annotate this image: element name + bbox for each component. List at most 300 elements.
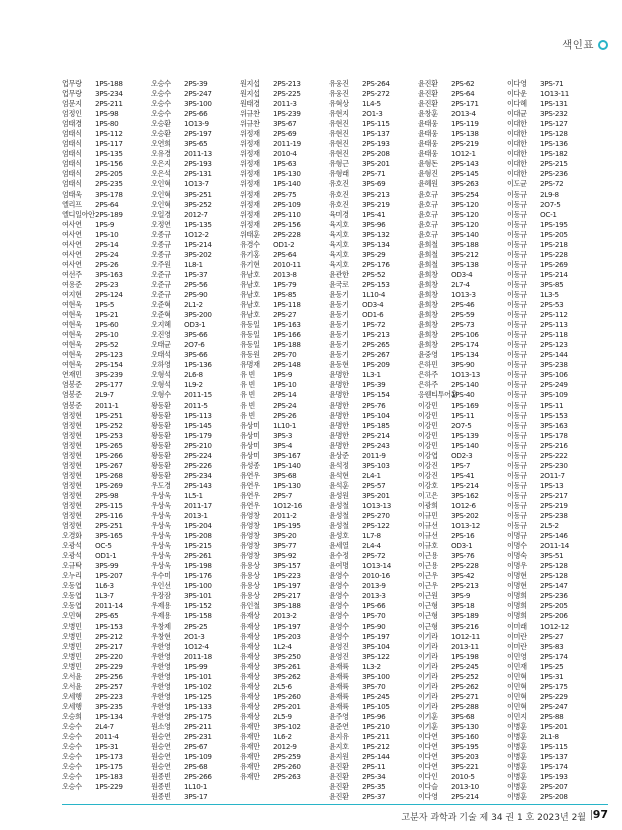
presentation-code: 2PS-228 (451, 561, 479, 571)
author-name: 이근형 (418, 621, 438, 631)
author-name: 이근우 (418, 571, 438, 581)
presentation-code: 2PS-123 (540, 340, 568, 350)
presentation-code: 1PS-213 (362, 330, 390, 340)
presentation-code: 1PS-140 (273, 460, 301, 470)
index-entry (418, 662, 507, 672)
presentation-code: 2PS-257 (95, 681, 123, 691)
presentation-code: 1PS-100 (184, 581, 212, 591)
presentation-code: 2PS-39 (184, 79, 208, 88)
author-name: 업무랑 (62, 79, 82, 88)
index-entry (240, 712, 329, 722)
presentation-code: 3PS-103 (362, 460, 390, 470)
author-name: 유용상 (240, 591, 260, 601)
presentation-code: 3PS-85 (540, 279, 564, 289)
index-entry (240, 350, 329, 360)
presentation-code: 1PS-131 (540, 99, 568, 109)
presentation-code: 2O7-5 (540, 199, 561, 209)
presentation-code: 3PS-252 (184, 199, 212, 209)
index-entry (151, 79, 240, 89)
presentation-code: 1PS-153 (95, 621, 123, 631)
author-name: 염정현 (62, 511, 82, 521)
presentation-code: 2PS-69 (273, 129, 297, 139)
author-name: 이기라 (418, 701, 438, 711)
presentation-code: 2PS-247 (184, 89, 212, 99)
presentation-code: 1PS-115 (540, 742, 568, 752)
presentation-code: 3PS-42 (451, 571, 475, 581)
author-name: 유남호 (240, 300, 260, 310)
index-entry (240, 742, 329, 752)
presentation-code: 1PS-133 (184, 701, 212, 711)
presentation-code: 2PS-88 (540, 711, 564, 721)
author-name: 윤영진 (329, 651, 349, 661)
presentation-code: 2PS-14 (273, 390, 297, 400)
author-name: 윤호규 (418, 219, 438, 229)
author-name: 여현욱 (62, 350, 82, 360)
presentation-code: 3PS-76 (451, 551, 475, 561)
author-name: 윤여명 (329, 561, 349, 571)
author-name: 여사연 (62, 249, 82, 259)
presentation-code: 1PS-96 (362, 711, 386, 721)
author-name: 원지섭 (240, 89, 260, 99)
index-entry (62, 360, 151, 370)
presentation-code: 2010-16 (362, 571, 390, 581)
index-entry (62, 581, 151, 591)
index-entry (240, 200, 329, 210)
presentation-code: OD3-4 (362, 300, 384, 310)
author-name: 이병훈 (507, 772, 527, 782)
presentation-code: 1PS-5 (95, 300, 115, 310)
index-entry (507, 652, 596, 662)
presentation-code: 3PS-77 (273, 541, 297, 551)
presentation-code: 2PS-156 (273, 219, 301, 229)
index-entry (62, 390, 151, 400)
presentation-code: 1PS-198 (184, 561, 212, 571)
index-entry (329, 722, 418, 732)
index-entry (507, 411, 596, 421)
author-name: 윤진환 (418, 99, 438, 109)
index-entry (329, 611, 418, 621)
index-entry (151, 672, 240, 682)
index-entry (151, 230, 240, 240)
index-entry (329, 541, 418, 551)
presentation-code: 1L8-1 (184, 259, 203, 269)
index-entry (329, 622, 418, 632)
presentation-code: 2PS-210 (184, 440, 212, 450)
author-name: 이동규 (507, 440, 527, 450)
index-entry (507, 541, 596, 551)
index-entry (418, 541, 507, 551)
presentation-code: 2013-11 (451, 641, 479, 651)
author-name: 이명희 (507, 601, 527, 611)
author-name: 유호진 (329, 189, 349, 199)
author-name: 윤동기 (329, 310, 349, 320)
presentation-code: 3PS-67 (273, 119, 297, 129)
index-entry (151, 270, 240, 280)
index-entry (418, 471, 507, 481)
author-name: 우창제 (151, 621, 171, 631)
presentation-code: 2PS-11 (362, 762, 386, 772)
index-entry (418, 521, 507, 531)
presentation-code: 2PS-267 (362, 350, 390, 360)
author-name: 이민혁 (507, 701, 527, 711)
author-name: 유재상 (240, 681, 260, 691)
presentation-code: 2PS-223 (95, 691, 123, 701)
index-entry (62, 461, 151, 471)
index-entry (329, 330, 418, 340)
index-entry (151, 451, 240, 461)
presentation-code: 2PS-112 (540, 310, 568, 320)
index-entry (329, 190, 418, 200)
presentation-code: 1L3-1 (362, 370, 381, 380)
index-entry (62, 280, 151, 290)
author-name: 우한영 (151, 711, 171, 721)
presentation-code: 3PS-66 (184, 330, 208, 340)
presentation-code: 1PS-195 (273, 521, 301, 531)
author-name: 우인선 (151, 581, 171, 591)
presentation-code: 1PS-260 (273, 691, 301, 701)
author-name: 이동규 (507, 460, 527, 470)
author-name: 윤희철 (418, 239, 438, 249)
index-entry (151, 521, 240, 531)
index-entry (240, 702, 329, 712)
author-name: 위정재 (240, 189, 260, 199)
index-entry (507, 491, 596, 501)
index-entry (62, 109, 151, 119)
presentation-code: 1PS-85 (273, 289, 297, 299)
author-name: 오인혁 (151, 179, 171, 189)
author-name: 이기훈 (418, 722, 438, 731)
index-entry (418, 551, 507, 561)
presentation-code: 2PS-171 (451, 99, 479, 109)
index-entry (240, 330, 329, 340)
author-name: 이다혜 (507, 99, 527, 109)
index-entry (418, 330, 507, 340)
presentation-code: 1L5-1 (184, 490, 203, 500)
author-name: 위정재 (240, 159, 260, 169)
author-name: 이다슬 (418, 782, 438, 792)
presentation-code: 1PS-101 (184, 671, 212, 681)
presentation-code: 1PS-105 (362, 701, 390, 711)
index-entry (418, 722, 507, 732)
author-name: 이기라 (418, 631, 438, 641)
presentation-code: 3PS-188 (451, 239, 479, 249)
presentation-code: 3PS-101 (184, 591, 212, 601)
index-entry (62, 561, 151, 571)
presentation-code: 1PS-41 (451, 470, 475, 480)
author-name: 윤명한 (329, 410, 349, 420)
page-number: 97 (592, 808, 608, 821)
presentation-code: 2PS-7 (273, 490, 293, 500)
index-entry (507, 99, 596, 109)
author-name: 위정재 (240, 129, 260, 139)
author-name: 오승수 (62, 772, 82, 782)
presentation-code: 2PS-205 (95, 169, 123, 179)
presentation-code: 2PS-52 (95, 340, 119, 350)
index-column (329, 79, 418, 802)
index-entry (151, 280, 240, 290)
presentation-code: 2PS-205 (540, 601, 568, 611)
index-entry (418, 260, 507, 270)
presentation-code: 2PS-67 (184, 742, 208, 752)
author-name: 엄태식 (62, 149, 82, 159)
author-name: 윤동기 (329, 350, 349, 360)
author-name: 유재상 (240, 651, 260, 661)
author-name: 이동규 (507, 420, 527, 430)
author-name: 유연우 (240, 490, 260, 500)
presentation-code: OD1-1 (95, 551, 117, 561)
presentation-code: 3PS-200 (184, 310, 212, 320)
author-name: 위태훈 (240, 229, 260, 239)
author-name: 엄태식 (62, 159, 82, 169)
index-entry (151, 109, 240, 119)
index-entry (151, 300, 240, 310)
author-name: 윤희창 (418, 340, 438, 350)
presentation-code: 1PS-125 (184, 691, 212, 701)
index-entry (507, 441, 596, 451)
presentation-code: 1PS-212 (362, 742, 390, 752)
author-name: 오광석 (62, 541, 82, 551)
presentation-code: 2PS-206 (540, 611, 568, 621)
index-entry (418, 179, 507, 189)
author-name: 여지현 (62, 289, 82, 299)
index-entry (418, 692, 507, 702)
author-name: 오승수 (62, 732, 82, 742)
index-entry (240, 762, 329, 772)
presentation-code: 1PS-193 (540, 772, 568, 782)
author-name: 오하영 (151, 360, 171, 370)
index-entry (240, 491, 329, 501)
index-entry (418, 601, 507, 611)
index-entry (418, 591, 507, 601)
author-name: 오승수 (62, 722, 82, 731)
author-name: 윤희창 (418, 289, 438, 299)
presentation-code: 1PS-215 (184, 541, 212, 551)
index-column (507, 79, 596, 802)
author-name: 유영창 (240, 511, 260, 521)
index-entry (62, 772, 151, 782)
presentation-code: 1PS-188 (273, 340, 301, 350)
author-name: 이대한 (507, 139, 527, 149)
presentation-code: 2O7-5 (451, 420, 472, 430)
index-entry (418, 270, 507, 280)
author-name: 유호진 (329, 199, 349, 209)
index-entry (507, 300, 596, 310)
author-name: 오민혁 (62, 611, 82, 621)
presentation-code: 2PS-70 (273, 350, 297, 360)
author-name: 연재민 (62, 370, 82, 380)
author-name: 유용상 (240, 571, 260, 581)
author-name: 위정재 (240, 179, 260, 189)
presentation-code: 2PS-106 (451, 330, 479, 340)
author-name: 유혁상 (329, 99, 349, 109)
presentation-code: 1O12-6 (451, 500, 476, 510)
index-entry (240, 119, 329, 129)
index-entry (329, 752, 418, 762)
author-name: 이민혁 (507, 671, 527, 681)
presentation-code: 2PS-226 (184, 460, 212, 470)
author-name: 오승수 (62, 742, 82, 752)
presentation-code: OC-1 (540, 209, 557, 219)
presentation-code: 3PS-104 (362, 641, 390, 651)
presentation-code: 3PS-216 (451, 621, 479, 631)
presentation-code: 1PS-9 (273, 370, 293, 380)
presentation-code: 2011-3 (273, 99, 297, 109)
author-name: 오병민 (62, 621, 82, 631)
presentation-code: 1PS-11 (451, 410, 475, 420)
presentation-code: 1PS-98 (95, 109, 119, 119)
presentation-code: 3PS-66 (184, 350, 208, 360)
author-name: 이강엽 (418, 450, 438, 460)
presentation-code: 2PS-215 (540, 159, 568, 169)
presentation-code: 2PS-247 (540, 701, 568, 711)
author-name: 이근용 (418, 561, 438, 571)
author-name: 이규호 (418, 541, 438, 551)
index-entry (62, 401, 151, 411)
index-entry (507, 139, 596, 149)
author-name: 이대균 (507, 109, 527, 119)
presentation-code: 1PS-99 (184, 661, 208, 671)
author-name: 육지호 (329, 229, 349, 239)
author-name: 오종규 (151, 249, 171, 259)
index-entry (329, 411, 418, 421)
presentation-code: 1PS-112 (95, 129, 123, 139)
index-entry (240, 732, 329, 742)
author-name: 유재만 (240, 772, 260, 782)
author-name: 은하민 (418, 360, 438, 370)
author-name: 이대한 (507, 119, 527, 129)
index-entry (151, 179, 240, 189)
author-name: 왕동환 (151, 440, 171, 450)
presentation-code: 1PS-251 (95, 410, 123, 420)
presentation-code: 1PS-185 (362, 420, 390, 430)
presentation-code: 1PS-130 (273, 169, 301, 179)
presentation-code: 3PS-202 (184, 249, 212, 259)
presentation-code: 1PS-152 (184, 601, 212, 611)
index-entry (418, 220, 507, 230)
presentation-code: 2PS-224 (184, 450, 212, 460)
presentation-code: 1L3-7 (95, 591, 114, 601)
author-name: 오누리 (62, 571, 82, 581)
presentation-code: 2PS-262 (451, 681, 479, 691)
presentation-code: 1PS-156 (95, 159, 123, 169)
presentation-code: 3PS-120 (451, 199, 479, 209)
index-entry (507, 451, 596, 461)
presentation-code: 2PS-75 (273, 189, 297, 199)
presentation-code: 2PS-229 (95, 661, 123, 671)
index-entry (418, 461, 507, 471)
index-entry (62, 310, 151, 320)
index-entry (507, 340, 596, 350)
index-entry (329, 451, 418, 461)
presentation-code: 2PS-197 (184, 129, 212, 139)
presentation-code: 2PS-128 (540, 561, 568, 571)
author-name: 염정현 (62, 500, 82, 510)
author-name: 여사연 (62, 259, 82, 269)
presentation-code: 2L4-7 (95, 722, 114, 731)
author-name: 이동규 (507, 249, 527, 259)
author-name: 왕동환 (151, 420, 171, 430)
presentation-code: 1PS-197 (362, 631, 390, 641)
index-entry (329, 119, 418, 129)
presentation-code: 2PS-214 (451, 792, 479, 802)
index-entry (62, 119, 151, 129)
presentation-code: 3PS-90 (451, 360, 475, 370)
author-name: 유현진 (329, 119, 349, 129)
index-entry (240, 601, 329, 611)
author-name: 윤준연 (329, 722, 349, 731)
index-entry (418, 531, 507, 541)
presentation-code: 2PS-53 (540, 300, 564, 310)
presentation-code: 2PS-154 (95, 360, 123, 370)
presentation-code: 2L5-6 (273, 681, 292, 691)
presentation-code: 2PS-24 (273, 400, 297, 410)
presentation-code: 1PS-228 (540, 249, 568, 259)
author-name: 우장잠 (151, 591, 171, 601)
index-entry (507, 431, 596, 441)
author-name: 이대한 (507, 129, 527, 139)
author-name: 유재상 (240, 621, 260, 631)
author-name: 엘리프 (62, 199, 82, 209)
index-entry (240, 149, 329, 159)
index-entry (507, 561, 596, 571)
author-name: 유 빈 (240, 400, 255, 410)
author-name: 이다연 (418, 732, 438, 742)
index-entry (240, 551, 329, 561)
author-name: 이미래 (507, 621, 527, 631)
presentation-code: 1PS-175 (95, 762, 123, 772)
presentation-code: 2PS-76 (362, 400, 386, 410)
author-name: 윤희창 (418, 300, 438, 310)
presentation-code: 2PS-259 (273, 752, 301, 762)
index-entry (62, 622, 151, 632)
author-name: 이근용 (418, 551, 438, 561)
author-name: 업무랑 (62, 89, 82, 99)
author-name: 이병훈 (507, 722, 527, 731)
author-name: 엄태경 (62, 119, 82, 129)
presentation-code: 2PS-271 (451, 691, 479, 701)
index-entry (329, 129, 418, 139)
author-name: 윤명한 (329, 440, 349, 450)
index-entry (62, 511, 151, 521)
index-entry (62, 481, 151, 491)
index-entry (507, 471, 596, 481)
presentation-code: 1PS-214 (451, 480, 479, 490)
presentation-code: 2PS-217 (540, 490, 568, 500)
index-entry (418, 340, 507, 350)
presentation-code: 1PS-169 (451, 400, 479, 410)
author-name: 왕동환 (151, 470, 171, 480)
author-name: 염정현 (62, 410, 82, 420)
presentation-code: 2012-7 (184, 209, 208, 219)
author-name: 이동규 (507, 380, 527, 390)
index-entry (240, 411, 329, 421)
presentation-code: 1PS-119 (451, 119, 479, 129)
author-name: 오승수 (62, 782, 82, 792)
presentation-code: 1PS-140 (273, 179, 301, 189)
author-name: 이근우 (418, 581, 438, 591)
author-name: 윤진환 (418, 89, 438, 99)
index-entry (418, 431, 507, 441)
author-name: 우도경 (151, 480, 171, 490)
presentation-code: 1O13-11 (540, 89, 570, 99)
presentation-code: 1PS-115 (362, 119, 390, 129)
index-entry (62, 531, 151, 541)
author-name: 이기라 (418, 651, 438, 661)
index-entry (62, 571, 151, 581)
index-entry (507, 350, 596, 360)
presentation-code: 1PS-140 (451, 440, 479, 450)
presentation-code: 3PS-232 (540, 109, 568, 119)
